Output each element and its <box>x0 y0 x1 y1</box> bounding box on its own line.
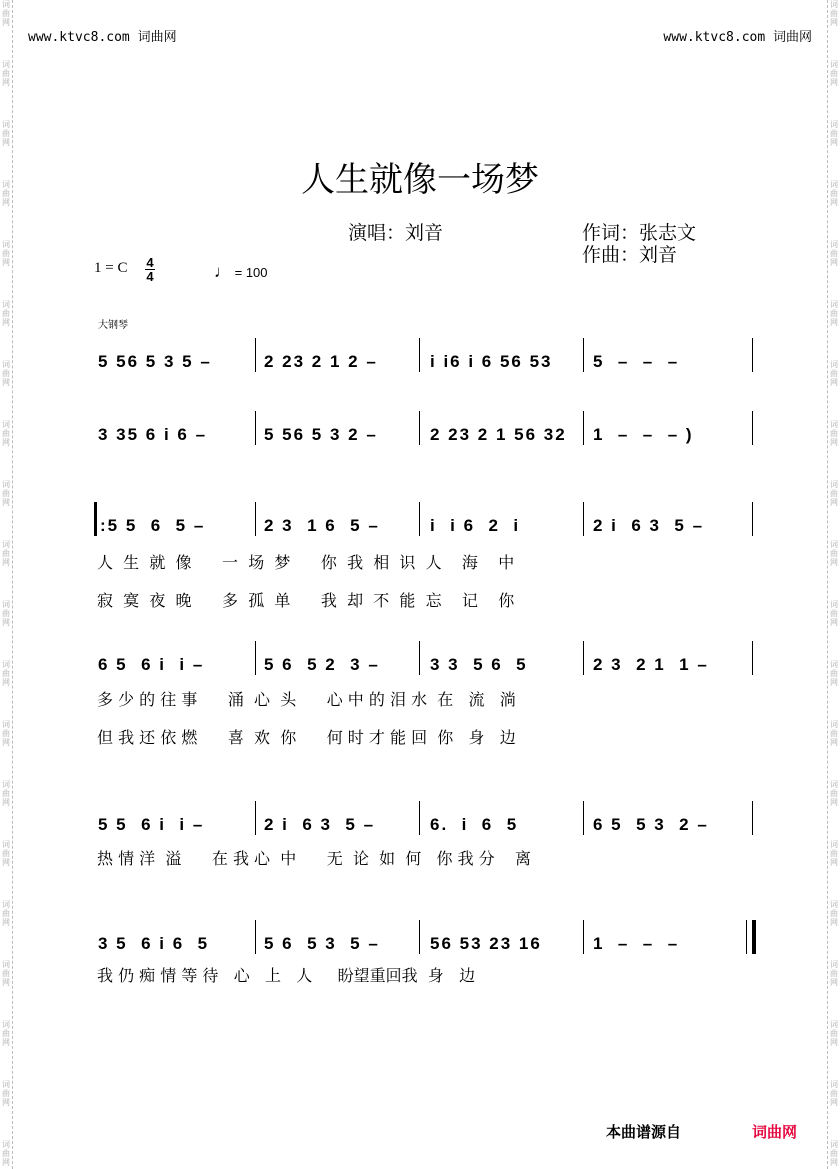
measure: 1 – – – ) <box>593 425 694 444</box>
watermark-mark: 词 曲 网 <box>2 1020 10 1047</box>
measure: 56 53 23 16 <box>430 934 542 953</box>
song-title: 人生就像一场梦 <box>301 160 539 200</box>
bar-line <box>419 641 420 675</box>
watermark-mark: 词 曲 网 <box>2 420 10 447</box>
staff-row-2 <box>94 425 758 465</box>
watermark-mark: 词 曲 网 <box>830 180 838 207</box>
measure: 2 23 2 1 56 32 <box>430 425 567 444</box>
watermark-mark: 词 曲 网 <box>2 720 10 747</box>
bar-line <box>255 641 256 675</box>
watermark-mark: 词 曲 网 <box>2 0 10 27</box>
bar-line <box>255 502 256 536</box>
measure: 5 5 6 i i – <box>98 815 205 834</box>
bar-line <box>255 920 256 954</box>
bar-line <box>255 801 256 835</box>
watermark-mark: 词 曲 网 <box>830 1140 838 1167</box>
composer-credit: 作曲：刘音 <box>582 244 678 266</box>
measure: 2 3 1 6 5 – <box>264 516 380 535</box>
lyric-line-3: 多 少 的 往 事 涌 心 头 心 中 的 泪 水 在 流 淌 <box>97 690 516 709</box>
watermark-mark: 词 曲 网 <box>830 900 838 927</box>
bar-line <box>583 641 584 675</box>
watermark-mark: 词 曲 网 <box>830 240 838 267</box>
watermark-mark: 词 曲 网 <box>830 120 838 147</box>
measure: 3 3 5 6 5 <box>430 655 528 674</box>
time-signature-bottom: 4 <box>146 269 154 284</box>
bar-line <box>583 502 584 536</box>
bar-line <box>752 641 753 675</box>
tempo-value: = 100 <box>234 265 268 280</box>
bar-line <box>583 801 584 835</box>
bar-line <box>752 801 753 835</box>
header-site-left[interactable]: www.ktvc8.com 词曲网 <box>28 30 177 45</box>
watermark-mark: 词 曲 网 <box>2 180 10 207</box>
measure: i i 6 2 i <box>430 516 521 535</box>
bar-line <box>583 920 584 954</box>
bar-line <box>419 920 420 954</box>
watermark-mark: 词 曲 网 <box>830 660 838 687</box>
watermark-mark: 词 曲 网 <box>2 960 10 987</box>
bar-line <box>255 411 256 445</box>
bar-line <box>419 338 420 372</box>
watermark-mark: 词 曲 网 <box>830 840 838 867</box>
watermark-mark: 词 曲 网 <box>2 840 10 867</box>
bar-line <box>746 920 747 954</box>
watermark-mark: 词 曲 网 <box>2 660 10 687</box>
watermark-mark: 词 曲 网 <box>830 480 838 507</box>
watermark-mark: 词 曲 网 <box>2 480 10 507</box>
measure: 6 5 6 i i – <box>98 655 205 674</box>
watermark-mark: 词 曲 网 <box>2 780 10 807</box>
measure: 2 3 2 1 1 – <box>593 655 709 674</box>
lyric-line-5: 热 情 洋 溢 在 我 心 中 无 论 如 何 你 我 分 离 <box>97 849 532 868</box>
measure: 1 – – – <box>593 934 680 953</box>
watermark-mark: 词 曲 网 <box>2 120 10 147</box>
bar-line <box>255 338 256 372</box>
watermark-mark: 词 曲 网 <box>2 1140 10 1167</box>
watermark-mark: 词 曲 网 <box>830 300 838 327</box>
bar-line <box>419 502 420 536</box>
watermark-mark: 词 曲 网 <box>830 420 838 447</box>
watermark-mark: 词 曲 网 <box>830 540 838 567</box>
lyric-line-6: 我 仍 痴 情 等 待 心 上 人 盼望重回我 身 边 <box>97 966 476 985</box>
staff-row-1 <box>94 352 758 392</box>
header-site-right[interactable]: www.ktvc8.com 词曲网 <box>663 30 812 45</box>
watermark-mark: 词 曲 网 <box>2 240 10 267</box>
watermark-mark: 词 曲 网 <box>830 600 838 627</box>
measure: 3 35 6 i 6 – <box>98 425 208 444</box>
bar-line <box>419 801 420 835</box>
singer-credit: 演唱：刘音 <box>348 222 444 244</box>
measure: 6 5 5 3 2 – <box>593 815 709 834</box>
measure: 5 6 5 2 3 – <box>264 655 380 674</box>
final-bar <box>752 920 756 954</box>
watermark-mark: 词 曲 网 <box>830 720 838 747</box>
watermark-mark: 词 曲 网 <box>830 60 838 87</box>
bar-line <box>419 411 420 445</box>
bar-line <box>752 502 753 536</box>
repeat-start-bar <box>94 502 97 536</box>
measure: 6. i 6 5 <box>430 815 519 834</box>
time-signature-top: 4 <box>146 255 154 270</box>
footer-source-label: 本曲谱源自 <box>606 1123 682 1141</box>
instrument-label: 大钢琴 <box>98 320 128 331</box>
measure: 2 i 6 3 5 – <box>593 516 705 535</box>
watermark-mark: 词 曲 网 <box>830 780 838 807</box>
quarter-note-icon: ♩ <box>214 262 231 281</box>
lyric-line-1: 人 生 就 像 一 场 梦 你 我 相 识 人 海 中 <box>97 553 515 572</box>
watermark-mark: 词 曲 网 <box>2 300 10 327</box>
watermark-mark: 词 曲 网 <box>830 1020 838 1047</box>
watermark-mark: 词 曲 网 <box>830 360 838 387</box>
measure: 5 – – – <box>593 352 680 371</box>
measure: 3 5 6 i 6 5 <box>98 934 210 953</box>
lyricist-credit: 作词：张志文 <box>582 222 697 244</box>
watermark-mark: 词 曲 网 <box>2 600 10 627</box>
bar-line <box>583 338 584 372</box>
measure: 2 i 6 3 5 – <box>264 815 376 834</box>
watermark-mark: 词 曲 网 <box>2 60 10 87</box>
bar-line <box>752 411 753 445</box>
lyric-line-4: 但 我 还 依 燃 喜 欢 你 何 时 才 能 回 你 身 边 <box>97 728 516 747</box>
watermark-mark: 词 曲 网 <box>2 1080 10 1107</box>
tempo-marking <box>214 262 268 282</box>
watermark-mark: 词 曲 网 <box>830 960 838 987</box>
watermark-mark: 词 曲 网 <box>2 360 10 387</box>
time-signature <box>145 256 155 283</box>
footer-brand-link[interactable]: 词曲网 <box>752 1123 798 1141</box>
measure: 5 56 5 3 5 – <box>98 352 212 371</box>
measure: 5 6 5 3 5 – <box>264 934 380 953</box>
watermark-mark: 词 曲 网 <box>2 540 10 567</box>
measure: 5 56 5 3 2 – <box>264 425 378 444</box>
measure: 2 23 2 1 2 – <box>264 352 378 371</box>
measure: :5 5 6 5 – <box>100 516 206 535</box>
lyric-line-2: 寂 寞 夜 晚 多 孤 单 我 却 不 能 忘 记 你 <box>97 591 515 610</box>
watermark-mark: 词 曲 网 <box>2 900 10 927</box>
watermark-mark: 词 曲 网 <box>830 1080 838 1107</box>
bar-line <box>752 338 753 372</box>
bar-line <box>583 411 584 445</box>
watermark-mark: 词 曲 网 <box>830 0 838 27</box>
key-signature: 1 = C <box>94 260 128 276</box>
measure: i i6 i 6 56 53 <box>430 352 553 371</box>
